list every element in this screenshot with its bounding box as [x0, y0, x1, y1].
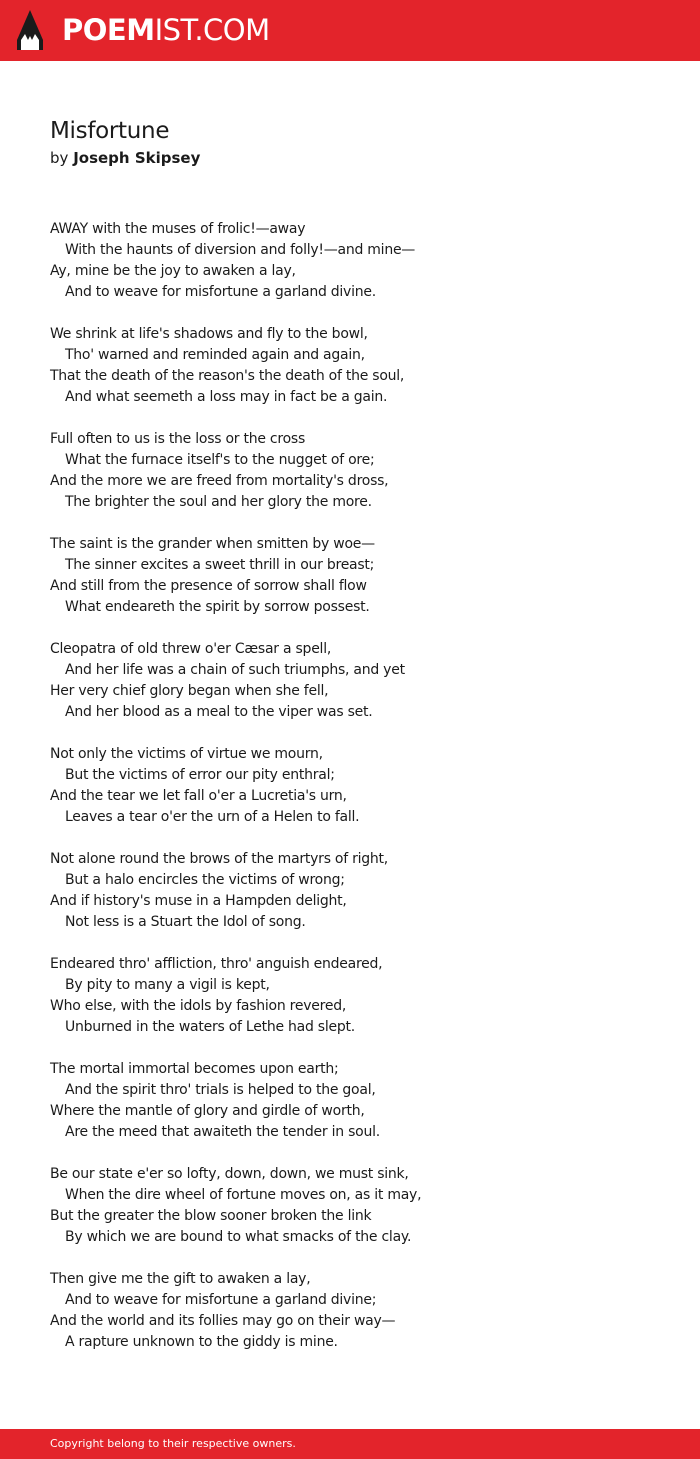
poem-line: Be our state e'er so lofty, down, down, we must sink, [50, 1166, 409, 1182]
poem-line: Not alone round the brows of the martyrs of right, [50, 851, 388, 867]
pencil-tip-icon[interactable] [17, 10, 43, 50]
poem-line: The sinner excites a sweet thrill in our breast; [65, 557, 375, 573]
poem-body [50, 219, 670, 1374]
poem-line: By which we are bound to what smacks of the clay. [65, 1229, 412, 1245]
site-footer [0, 1429, 700, 1459]
site-logo[interactable] [62, 11, 270, 49]
logo-bold-text: POEM [62, 13, 155, 47]
poem-line: What endeareth the spirit by sorrow possest. [65, 599, 370, 615]
stanza [50, 429, 670, 513]
stanza [50, 744, 670, 828]
poem-line: The mortal immortal becomes upon earth; [50, 1061, 339, 1077]
poem-line: Tho' warned and reminded again and again, [65, 347, 365, 363]
poem-line: With the haunts of diversion and folly!—and mine— [65, 242, 416, 258]
poem-line: Her very chief glory began when she fell, [50, 683, 329, 699]
poem-line: What the furnace itself's to the nugget of ore; [65, 452, 375, 468]
poem-line: A rapture unknown to the giddy is mine. [65, 1334, 338, 1350]
poem-line: But a halo encircles the victims of wrong; [65, 872, 345, 888]
poem-line: But the greater the blow sooner broken the link [50, 1208, 372, 1224]
poem-line: And to weave for misfortune a garland divine. [65, 284, 376, 300]
poem-line: Not only the victims of virtue we mourn, [50, 746, 323, 762]
poem-line: And the world and its follies may go on their way— [50, 1313, 396, 1329]
poem-line: Full often to us is the loss or the cross [50, 431, 305, 447]
stanza [50, 639, 670, 723]
poem-line: By pity to many a vigil is kept, [65, 977, 270, 993]
poem-line: Are the meed that awaiteth the tender in soul. [65, 1124, 380, 1140]
poem-line: And the tear we let fall o'er a Lucretia's urn, [50, 788, 347, 804]
poem-line: And what seemeth a loss may in fact be a gain. [65, 389, 388, 405]
stanza [50, 534, 670, 618]
poem-title: Misfortune [50, 118, 170, 144]
poem-line: And the spirit thro' trials is helped to the goal, [65, 1082, 376, 1098]
stanza [50, 324, 670, 408]
copyright-text: Copyright belong to their respective owners. [50, 1437, 296, 1450]
poem-line: And to weave for misfortune a garland divine; [65, 1292, 377, 1308]
poem-line: Endeared thro' affliction, thro' anguish endeared, [50, 956, 383, 972]
poem-line: And still from the presence of sorrow shall flow [50, 578, 367, 594]
site-header [0, 0, 700, 61]
poem-line: But the victims of error our pity enthral; [65, 767, 335, 783]
author-name[interactable]: Joseph Skipsey [73, 149, 201, 167]
poem-line: When the dire wheel of fortune moves on, as it may, [65, 1187, 422, 1203]
stanza [50, 1059, 670, 1143]
logo-light-text: IST.COM [154, 13, 270, 47]
poem-line: AWAY with the muses of frolic!—away [50, 221, 306, 237]
poem-line: Who else, with the idols by fashion revered, [50, 998, 347, 1014]
stanza [50, 1164, 670, 1248]
poem-line: The brighter the soul and her glory the more. [65, 494, 372, 510]
poem-line: And the more we are freed from mortality's dross, [50, 473, 389, 489]
poem-line: Cleopatra of old threw o'er Cæsar a spell, [50, 641, 332, 657]
poem-line: And her blood as a meal to the viper was set. [65, 704, 373, 720]
stanza [50, 219, 670, 303]
byline [50, 148, 200, 168]
stanza [50, 954, 670, 1038]
poem-line: Ay, mine be the joy to awaken a lay, [50, 263, 296, 279]
poem-line: Leaves a tear o'er the urn of a Helen to fall. [65, 809, 360, 825]
poem-line: Not less is a Stuart the Idol of song. [65, 914, 306, 930]
poem-line: And if history's muse in a Hampden delight, [50, 893, 347, 909]
poem-line: And her life was a chain of such triumphs, and yet [65, 662, 405, 678]
poem-line: Then give me the gift to awaken a lay, [50, 1271, 311, 1287]
poem-line: We shrink at life's shadows and fly to the bowl, [50, 326, 368, 342]
stanza [50, 1269, 670, 1353]
poem-line: Unburned in the waters of Lethe had slept. [65, 1019, 355, 1035]
stanza [50, 849, 670, 933]
poem-line: That the death of the reason's the death of the soul, [50, 368, 405, 384]
poem-line: The saint is the grander when smitten by woe— [50, 536, 375, 552]
poem-line: Where the mantle of glory and girdle of worth, [50, 1103, 365, 1119]
by-label: by [50, 149, 69, 167]
